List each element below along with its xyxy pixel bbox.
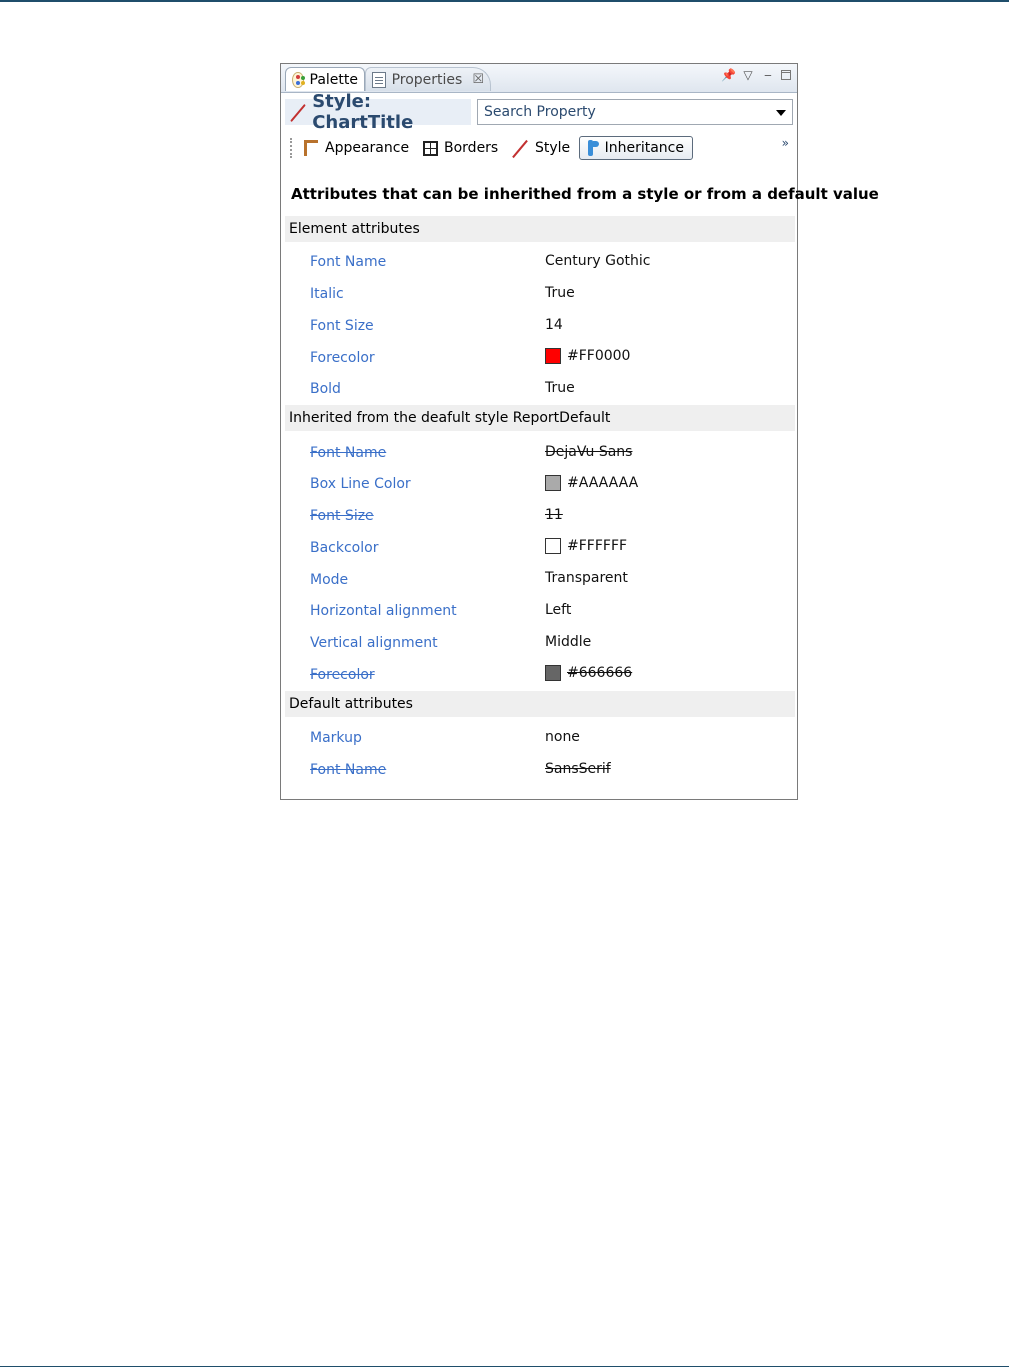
- property-label[interactable]: Backcolor: [310, 540, 379, 556]
- properties-icon: [372, 72, 386, 88]
- property-value-text: #666666: [567, 665, 633, 681]
- property-label[interactable]: Box Line Color: [310, 476, 411, 492]
- property-label[interactable]: Font Name: [310, 254, 387, 270]
- property-value: [545, 729, 580, 745]
- tab-style[interactable]: [511, 136, 570, 160]
- property-label[interactable]: Font Size: [310, 508, 374, 524]
- color-swatch[interactable]: [545, 538, 561, 554]
- property-value-text: Transparent: [545, 570, 628, 586]
- property-label[interactable]: Font Name: [310, 762, 387, 778]
- tab-inheritance-label: Inheritance: [604, 140, 684, 156]
- property-value: [545, 602, 571, 618]
- view-toolbar: [721, 68, 791, 82]
- page-bottom-rule: [0, 1366, 1009, 1367]
- property-value: [545, 253, 650, 269]
- property-value: [545, 285, 575, 301]
- property-label[interactable]: Bold: [310, 381, 341, 397]
- minimize-icon[interactable]: ‒: [764, 68, 772, 82]
- property-label[interactable]: Forecolor: [310, 667, 375, 683]
- property-label[interactable]: Markup: [310, 730, 362, 746]
- properties-header: [281, 91, 797, 133]
- property-value: [545, 570, 628, 586]
- property-value-text: SansSerif: [545, 761, 611, 777]
- view-menu-icon[interactable]: ▽: [743, 68, 753, 82]
- group-default-attributes: Default attributes: [285, 691, 795, 717]
- appearance-icon: [301, 139, 319, 157]
- more-tabs-icon[interactable]: »: [781, 136, 789, 150]
- property-value-text: #FFFFFF: [567, 538, 628, 554]
- search-input[interactable]: Search Property: [484, 104, 596, 120]
- property-value-text: DejaVu Sans: [545, 444, 633, 460]
- property-value: [545, 380, 575, 396]
- color-swatch[interactable]: [545, 665, 561, 681]
- maximize-icon[interactable]: [781, 70, 791, 80]
- property-value: [545, 348, 630, 364]
- property-label[interactable]: Font Size: [310, 318, 374, 334]
- tab-properties[interactable]: [365, 67, 491, 91]
- property-value-text: 14: [545, 317, 563, 333]
- property-value-text: #FF0000: [567, 348, 631, 364]
- pin-icon[interactable]: 📌: [721, 68, 736, 82]
- tab-appearance-label: Appearance: [325, 140, 410, 156]
- color-swatch[interactable]: [545, 475, 561, 491]
- property-label[interactable]: Horizontal alignment: [310, 603, 457, 619]
- property-value: [545, 665, 632, 681]
- toolbar-grip[interactable]: [290, 138, 294, 158]
- tab-properties-label: Properties: [391, 71, 463, 88]
- property-value-text: none: [545, 729, 580, 745]
- property-label[interactable]: Italic: [310, 286, 344, 302]
- property-value: [545, 475, 638, 491]
- property-value-text: Century Gothic: [545, 253, 651, 269]
- property-value-text: 11: [545, 507, 563, 523]
- close-icon[interactable]: ☒: [472, 72, 484, 87]
- style-title: [285, 91, 471, 133]
- property-value: [545, 538, 627, 554]
- property-value-text: True: [545, 285, 575, 301]
- property-value: [545, 317, 563, 333]
- property-label[interactable]: Mode: [310, 572, 349, 588]
- tab-appearance[interactable]: [301, 136, 409, 160]
- tab-inheritance[interactable]: [579, 136, 693, 160]
- search-property-combo[interactable]: [477, 99, 793, 125]
- section-heading: Attributes that can be inherithed from a style or from a default value: [291, 185, 879, 203]
- section-tab-strip: [281, 132, 797, 162]
- palette-icon: [292, 72, 304, 88]
- group-element-attributes: Element attributes: [285, 216, 795, 242]
- property-value: [545, 507, 563, 523]
- style-brush-icon: [511, 139, 529, 157]
- property-label[interactable]: Forecolor: [310, 350, 375, 366]
- group-inherited-default-style: Inherited from the deafult style ReportDefault: [285, 405, 795, 431]
- property-value: [545, 761, 611, 777]
- property-value-text: Middle: [545, 634, 592, 650]
- tab-borders-label: Borders: [444, 140, 499, 156]
- tab-borders[interactable]: [423, 136, 498, 160]
- property-value: [545, 444, 632, 460]
- tab-palette[interactable]: [285, 67, 365, 91]
- property-value: [545, 634, 591, 650]
- properties-panel: [280, 63, 879, 800]
- property-label[interactable]: Vertical alignment: [310, 635, 438, 651]
- chevron-down-icon[interactable]: [776, 110, 786, 116]
- property-value-text: Left: [545, 602, 572, 618]
- property-label[interactable]: Font Name: [310, 445, 387, 461]
- color-swatch[interactable]: [545, 348, 561, 364]
- view-tab-bar: [281, 64, 797, 93]
- tab-style-label: Style: [535, 140, 571, 156]
- inheritance-icon: [584, 139, 599, 157]
- borders-icon: [423, 141, 438, 156]
- page-title: Style: ChartTitle: [312, 91, 414, 133]
- brush-icon: [289, 103, 306, 121]
- property-value-text: True: [545, 380, 575, 396]
- tab-palette-label: Palette: [309, 71, 358, 88]
- property-value-text: #AAAAAA: [567, 475, 639, 491]
- page-top-rule: [0, 0, 1009, 2]
